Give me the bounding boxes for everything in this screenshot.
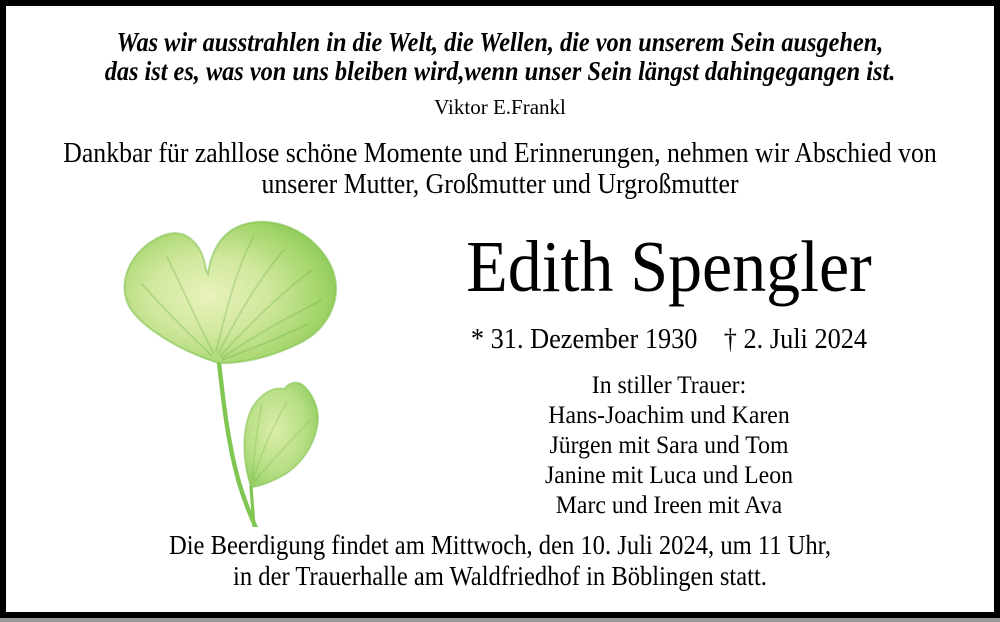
life-dates [412, 324, 925, 356]
mourners-heading: In stiller Trauer: [591, 372, 747, 399]
funeral-line-1: Die Beerdigung findet am Mittwoch, den 10. Juli 2024, um 11 Uhr, [168, 530, 832, 560]
intro-line-1: Dankbar für zahllose schöne Momente und Erinnerungen, nehmen wir Abschied von [63, 138, 937, 169]
quote-attribution: Viktor E.Frankl [434, 95, 566, 119]
funeral-info-block [6, 530, 994, 592]
intro-line-2: unserer Mutter, Großmutter und Urgroßmutter [261, 169, 739, 200]
ginkgo-leaf-illustration [112, 212, 380, 527]
deceased-name: Edith Spengler [466, 226, 872, 307]
funeral-line-2: in der Trauerhalle am Waldfriedhof in Böblingen statt. [233, 561, 767, 591]
mourners-block [410, 371, 929, 521]
mourner-line: Hans-Joachim und Karen [548, 402, 790, 429]
ginkgo-large-leaf [124, 222, 336, 363]
birth-date: * 31. Dezember 1930 [470, 324, 698, 355]
intro-block [6, 138, 994, 200]
mourner-line: Marc und Ireen mit Ava [555, 492, 783, 519]
page-bottom-shadow [0, 618, 1000, 622]
quote-line-2: das ist es, was von uns bleiben wird,wenn unser Sein längst dahingegangen ist. [104, 56, 896, 86]
quote-block [6, 28, 994, 86]
death-date: † 2. Juli 2024 [723, 324, 868, 355]
mourner-line: Jürgen mit Sara und Tom [549, 432, 789, 459]
quote-line-1: Was wir ausstrahlen in die Welt, die Wellen, die von unserem Sein ausgehen, [116, 27, 884, 57]
deceased-section [396, 212, 942, 532]
ginkgo-leaf-svg [112, 212, 380, 527]
mourner-line: Janine mit Luca und Leon [544, 462, 793, 489]
